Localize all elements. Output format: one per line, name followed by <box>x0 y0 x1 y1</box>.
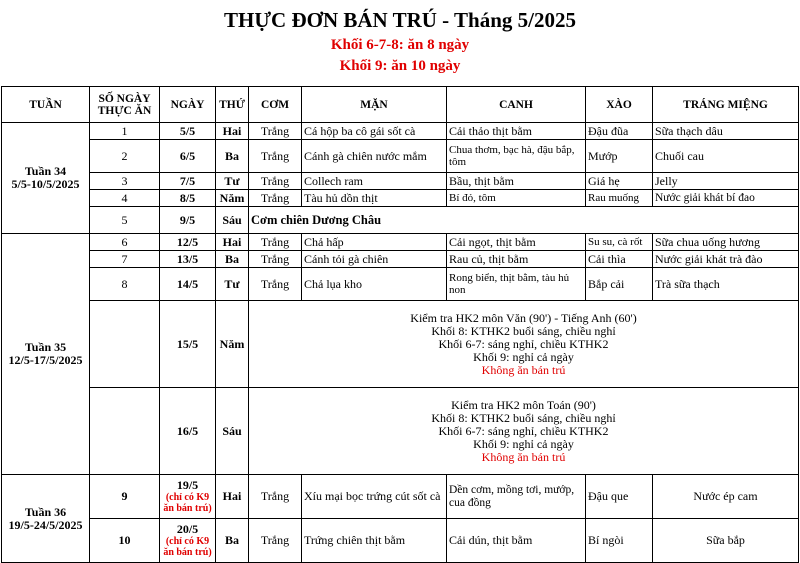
subtitle-grades-678: Khối 6-7-8: ăn 8 ngày <box>330 37 470 53</box>
week-cell <box>2 475 90 563</box>
week-label: Tuần 36 <box>24 504 67 519</box>
week-label: Tuần 34 <box>24 164 67 178</box>
table-row-exam-day <box>2 301 799 388</box>
day-number: 8 <box>90 268 160 301</box>
date-cell: 5/5 <box>160 123 216 140</box>
table-row <box>2 475 799 519</box>
table-row <box>2 207 799 234</box>
table-row <box>2 234 799 251</box>
date-cell <box>160 475 216 519</box>
weekday-cell: Ba <box>216 251 249 268</box>
table-row <box>2 123 799 140</box>
date-cell: 15/5 <box>160 301 216 388</box>
subtitle-grade-9: Khối 9: ăn 10 ngày <box>339 58 461 74</box>
main-dish-cell: Chả hấp <box>302 234 447 251</box>
weekday-cell: Hai <box>216 234 249 251</box>
rice-cell: Trắng <box>249 251 302 268</box>
rice-cell: Trắng <box>249 475 302 519</box>
stir-fry-cell: Bắp cải <box>586 268 653 301</box>
stir-fry-cell: Giá hẹ <box>586 173 653 190</box>
dessert-cell: Nước giải khát bí đao <box>653 190 799 207</box>
no-lunch-note: Không ăn bán trú <box>481 362 566 377</box>
exam-notice-line: Khối 6-7: sáng nghỉ, chiều KTHK2 <box>438 336 609 351</box>
main-dish-cell: Trứng chiên thịt bằm <box>302 519 447 563</box>
exam-notice <box>249 301 799 388</box>
main-dish-cell: Chả lụa kho <box>302 268 447 301</box>
date-cell: 8/5 <box>160 190 216 207</box>
day-number: 4 <box>90 190 160 207</box>
fried-rice-cell: Cơm chiên Dương Châu <box>249 207 799 234</box>
stir-fry-cell: Đậu đũa <box>586 123 653 140</box>
weekday-cell: Ba <box>216 140 249 173</box>
date-cell: 12/5 <box>160 234 216 251</box>
weekday-cell: Sáu <box>216 207 249 234</box>
rice-cell: Trắng <box>249 190 302 207</box>
table-row-exam-day <box>2 388 799 475</box>
rice-cell: Trắng <box>249 140 302 173</box>
date-cell: 6/5 <box>160 140 216 173</box>
weekday-cell: Năm <box>216 190 249 207</box>
dessert-cell: Nước ép cam <box>653 475 799 519</box>
week-cell <box>2 234 90 475</box>
col-header-dessert: TRÁNG MIỆNG <box>653 87 799 123</box>
dessert-cell: Sữa thạch dâu <box>653 123 799 140</box>
col-header-weekday: THỨ <box>216 87 249 123</box>
soup-cell: Bí đỏ, tôm <box>447 190 586 207</box>
weekday-cell: Sáu <box>216 388 249 475</box>
exam-notice-line: Khối 9: nghỉ cả ngày <box>473 349 574 364</box>
table-row <box>2 173 799 190</box>
header-row <box>2 87 799 123</box>
date-cell: 7/5 <box>160 173 216 190</box>
exam-notice-line: Kiểm tra HK2 môn Văn (90') - Tiếng Anh (60') <box>410 310 637 325</box>
day-number: 10 <box>90 519 160 563</box>
col-header-rice: CƠM <box>249 87 302 123</box>
stir-fry-cell: Cải thìa <box>586 251 653 268</box>
weekday-cell: Tư <box>216 268 249 301</box>
rice-cell: Trắng <box>249 268 302 301</box>
soup-cell: Cải ngọt, thịt bằm <box>447 234 586 251</box>
day-number: 3 <box>90 173 160 190</box>
week-range: 12/5-17/5/2025 <box>8 353 83 367</box>
dessert-cell: Sữa bắp <box>653 519 799 563</box>
table-row <box>2 190 799 207</box>
date-cell: 13/5 <box>160 251 216 268</box>
table-row <box>2 140 799 173</box>
day-number: 5 <box>90 207 160 234</box>
col-header-date: NGÀY <box>160 87 216 123</box>
date-value: 20/5 <box>176 522 199 536</box>
k9-only-note: (chỉ có K9 ăn bán trú) <box>163 492 212 514</box>
table-row <box>2 251 799 268</box>
main-dish-cell: Xíu mại bọc trứng cút sốt cà <box>302 475 447 519</box>
soup-cell: Chua thơm, bạc hà, đậu bắp, tôm <box>447 140 586 173</box>
day-number-empty <box>90 301 160 388</box>
exam-notice-line: Kiểm tra HK2 môn Toán (90') <box>451 397 596 412</box>
soup-cell: Rong biển, thịt bằm, tàu hủ non <box>447 268 586 301</box>
menu-table <box>1 86 799 563</box>
main-dish-cell: Tàu hủ dồn thịt <box>302 190 447 207</box>
col-header-stir-fry: XÀO <box>586 87 653 123</box>
rice-cell: Trắng <box>249 234 302 251</box>
col-header-day-count: SỐ NGÀY THỰC ĂN <box>90 87 160 123</box>
stir-fry-cell: Đậu que <box>586 475 653 519</box>
dessert-cell: Chuối cau <box>653 140 799 173</box>
date-cell: 9/5 <box>160 207 216 234</box>
weekday-cell: Hai <box>216 123 249 140</box>
day-number-empty <box>90 388 160 475</box>
day-number: 2 <box>90 140 160 173</box>
stir-fry-cell: Rau muống <box>586 190 653 207</box>
day-number: 7 <box>90 251 160 268</box>
soup-cell: Rau củ, thịt bằm <box>447 251 586 268</box>
exam-notice-line: Khối 8: KTHK2 buổi sáng, chiều nghỉ <box>431 410 616 425</box>
week-range: 19/5-24/5/2025 <box>8 517 83 532</box>
stir-fry-cell: Bí ngòi <box>586 519 653 563</box>
dessert-cell: Trà sữa thạch <box>653 268 799 301</box>
rice-cell: Trắng <box>249 519 302 563</box>
exam-notice-line: Khối 8: KTHK2 buổi sáng, chiều nghỉ <box>431 323 616 338</box>
week-range: 5/5-10/5/2025 <box>11 177 80 191</box>
rice-cell: Trắng <box>249 173 302 190</box>
k9-only-note: (chỉ có K9 ăn bán trú) <box>163 536 212 558</box>
date-cell: 14/5 <box>160 268 216 301</box>
exam-notice <box>249 388 799 475</box>
day-number: 9 <box>90 475 160 519</box>
day-number: 6 <box>90 234 160 251</box>
soup-cell: Dền cơm, mồng tơi, mướp, cua đồng <box>447 475 586 519</box>
col-header-main-dish: MẶN <box>302 87 447 123</box>
soup-cell: Cải thảo thịt bằm <box>447 123 586 140</box>
dessert-cell: Sữa chua uống hương <box>653 234 799 251</box>
dessert-cell: Nước giải khát trà đào <box>653 251 799 268</box>
soup-cell: Cải dún, thịt bằm <box>447 519 586 563</box>
week-cell <box>2 123 90 234</box>
main-dish-cell: Collech ram <box>302 173 447 190</box>
main-dish-cell: Cánh gà chiên nước mắm <box>302 140 447 173</box>
soup-cell: Bầu, thịt bằm <box>447 173 586 190</box>
main-dish-cell: Cánh tỏi gà chiên <box>302 251 447 268</box>
weekday-cell: Ba <box>216 519 249 563</box>
exam-notice-line: Khối 9: nghỉ cả ngày <box>473 436 574 451</box>
weekday-cell: Năm <box>216 301 249 388</box>
date-cell: 16/5 <box>160 388 216 475</box>
week-label: Tuần 35 <box>24 340 67 354</box>
exam-notice-line: Khối 6-7: sáng nghỉ, chiều KTHK2 <box>438 423 609 438</box>
table-row <box>2 519 799 563</box>
weekday-cell: Hai <box>216 475 249 519</box>
col-header-week: TUẦN <box>2 87 90 123</box>
page-title: THỰC ĐƠN BÁN TRÚ - Tháng 5/2025 <box>224 8 576 32</box>
no-lunch-note: Không ăn bán trú <box>481 449 566 464</box>
date-value: 19/5 <box>176 478 199 492</box>
main-dish-cell: Cá hộp ba cô gái sốt cà <box>302 123 447 140</box>
col-header-soup: CANH <box>447 87 586 123</box>
dessert-cell: Jelly <box>653 173 799 190</box>
stir-fry-cell: Su su, cà rốt <box>586 234 653 251</box>
rice-cell: Trắng <box>249 123 302 140</box>
date-cell <box>160 519 216 563</box>
day-number: 1 <box>90 123 160 140</box>
stir-fry-cell: Mướp <box>586 140 653 173</box>
table-row <box>2 268 799 301</box>
weekday-cell: Tư <box>216 173 249 190</box>
